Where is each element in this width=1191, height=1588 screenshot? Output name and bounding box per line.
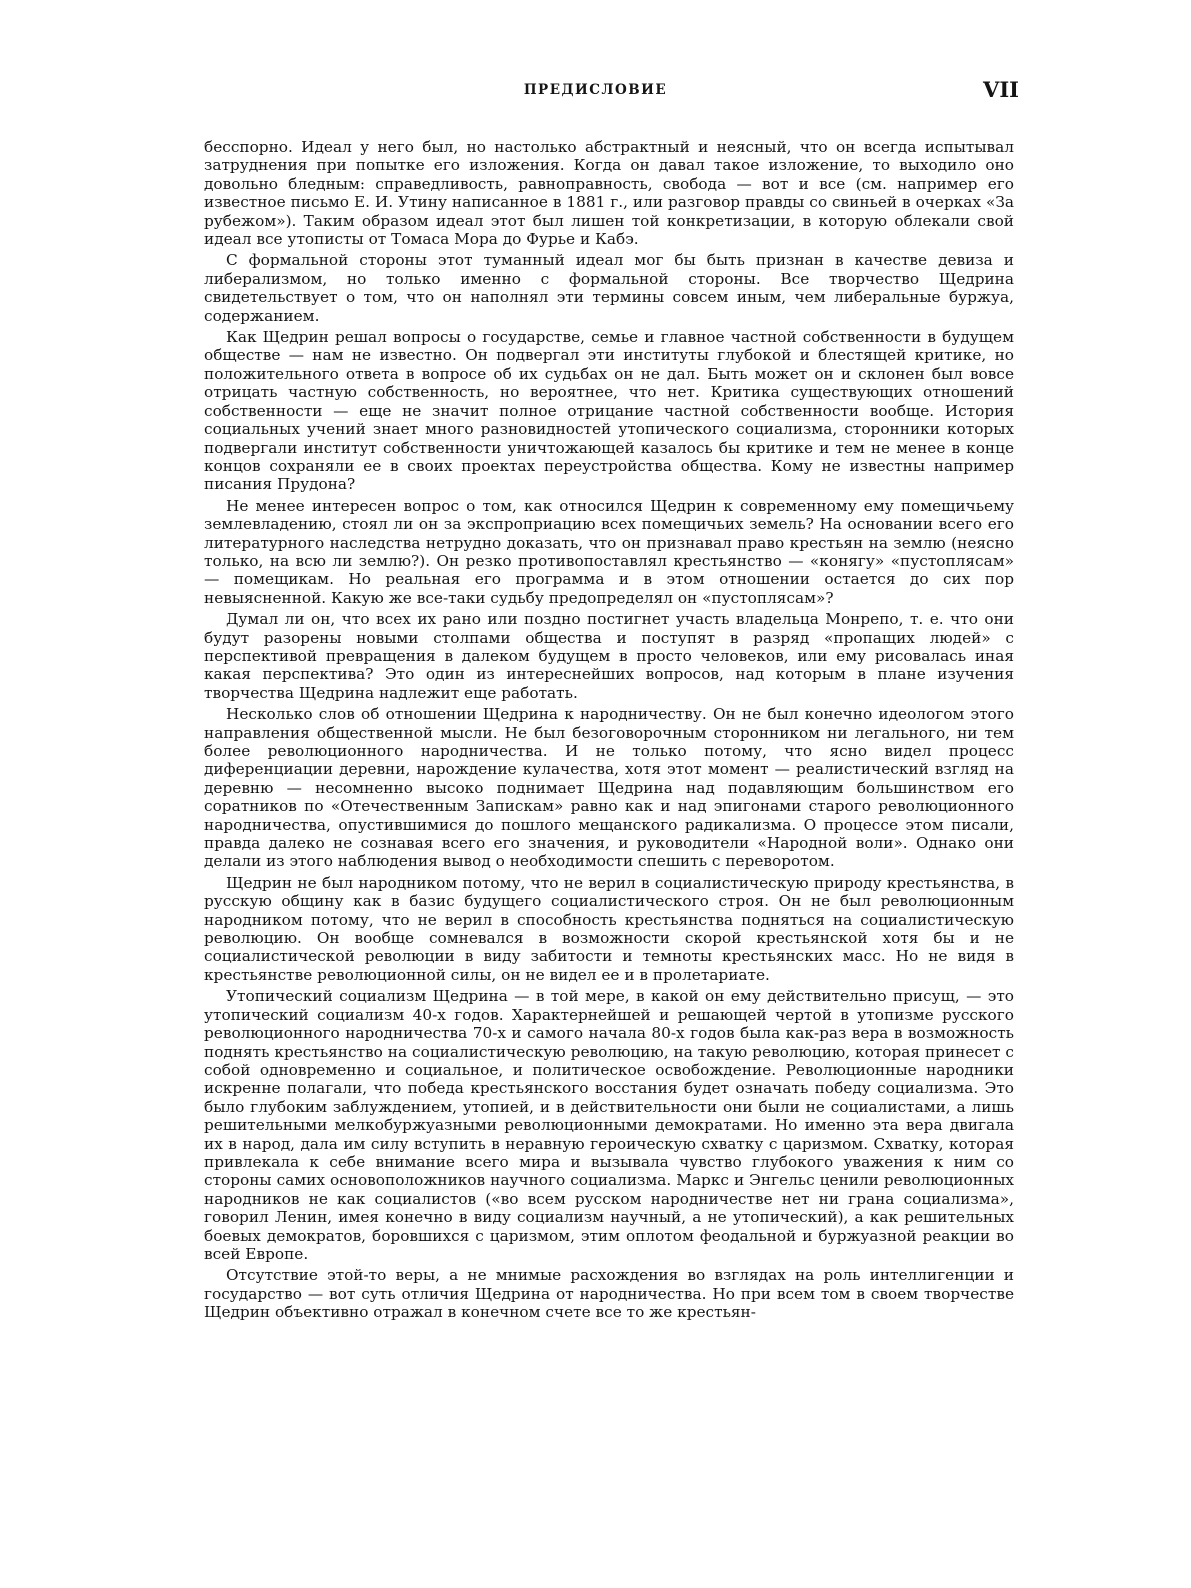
body-text [204,138,1014,1325]
paragraph: Щедрин не был народником потому, что не верил в социалистическую природу крестьянства, в русскую общину как в базис будущего социалистического строя. Он не был революционным народником потому, что не верил в способность крестьянства подняться на социалистическую революцию. Он вообще сомневался в возможности скорой крестьянской хотя бы и не социалистической революции в виду забитости и темноты крестьянских масс. Но не видя в крестьянстве революционной силы, он не видел ее и в пролетариате. [204,873,1014,984]
paragraph: Отсутствие этой-то веры, а не мнимые расхождения во взглядах на роль интеллигенции и государство — вот суть отличия Щедрина от народничества. Но при всем том в своем творчестве Щедрин объективно отражал в конечном счете все то же крестьян- [204,1266,1014,1322]
paragraph: С формальной стороны этот туманный идеал мог бы быть признан в качестве девиза и либерализмом, но только именно с формальной стороны. Все творчество Щедрина свидетельствует о том, что он наполнял эти термины совсем иным, чем либеральные буржуа, содержанием. [204,251,1014,325]
paragraph: Утопический социализм Щедрина — в той мере, в какой он ему действительно присущ, — это утопический социализм 40-х годов. Характернейшей и решающей чертой в утопизме русского революционного народничества 70-х и самого начала 80-х годов была как-раз вера в возможность поднять крестьянство на социалистическую революцию, на такую революцию, которая принесет с собой одновременно и социальное, и политическое освобождение. Революционные народники искренне полагали, что победа крестьянского восстания будет означать победу социализма. Это было глубоким заблуждением, утопией, и в действительности они были не социалистами, а лишь решительными мелкобуржуазными революционными демократами. Но именно эта вера двигала их в народ, дала им силу вступить в неравную героическую схватку с царизмом. Схватку, которая привлекала к себе внимание всего мира и вызывала чувство глубокого уважения к ним со стороны самих основоположников научного социализма. Маркс и Энгельс ценили революционных народников не как социалистов («во всем русском народничестве нет ни грана социализма», говорил Ленин, имея конечно в виду социализм научный, а не утопический), а как решительных боевых демократов, боровшихся с царизмом, этим оплотом феодальной и буржуазной реакции во всей Европе. [204,987,1014,1263]
paragraph: Несколько слов об отношении Щедрина к народничеству. Он не был конечно идеологом этого направления общественной мысли. Не был безоговорочным сторонником ни легального, ни тем более революционного народничества. И не только потому, что ясно видел процесс диференциации деревни, нарождение кулачества, хотя этот момент — реалистический взгляд на деревню — несомненно высоко поднимает Щедрина над подавляющим большинством его соратников по «Отечественным Запискам» равно как и над эпигонами старого революционного народничества, опустившимися до пошлого мещанского радикализма. О процессе этом писали, правда далеко не сознавая всего его значения, и руководители «Народной воли». Однако они делали из этого наблюдения вывод о необходимости спешить с переворотом. [204,705,1014,871]
page-number: VII [983,77,1019,102]
running-title: ПРЕДИСЛОВИЕ [523,82,668,98]
running-head [0,77,1191,106]
paragraph-continued: бесспорно. Идеал у него был, но настолько абстрактный и неясный, что он всегда испытывал затруднения при попытке его изложения. Когда он давал такое изложение, то выходило оно довольно бледным: справедливость, равноправность, свобода — вот и все (см. например его известное письмо Е. И. Утину написанное в 1881 г., или разговор правды со свиньей в очерках «За рубежом»). Таким образом идеал этот был лишен той конкретизации, в которую облекали свой идеал все утописты от Томаса Мора до Фурье и Кабэ. [204,138,1014,249]
paragraph: Думал ли он, что всех их рано или поздно постигнет участь владельца Монрепо, т. е. что они будут разорены новыми столпами общества и поступят в разряд «пропащих людей» с перспективой превращения в далеком будущем в просто человеков, или ему рисовалась иная какая перспектива? Это один из интереснейших вопросов, над которым в плане изучения творчества Щедрина надлежит еще работать. [204,610,1014,702]
paragraph: Как Щедрин решал вопросы о государстве, семье и главное частной собственности в будущем обществе — нам не известно. Он подвергал эти институты глубокой и блестящей критике, но положительного ответа в вопросе об их судьбах он не дал. Быть может он и склонен был вовсе отрицать частную собственность, но вероятнее, что нет. Критика существующих отношений собственности — еще не значит полное отрицание частной собственности вообще. История социальных учений знает много разновидностей утопического социализма, сторонники которых подвергали институт собственности уничтожающей казалось бы критике и тем не менее в конце концов сохраняли ее в своих проектах переустройства общества. Кому не известны например писания Прудона? [204,328,1014,494]
paragraph: Не менее интересен вопрос о том, как относился Щедрин к современному ему помещичьему землевладению, стоял ли он за экспроприацию всех помещичьих земель? На основании всего его литературного наследства нетрудно доказать, что он признавал право крестьян на землю (неясно только, на всю ли землю?). Он резко противопоставлял крестьянство — «конягу» «пустоплясам» — помещикам. Но реальная его программа и в этом отношении остается до сих пор невыясненной. Какую же все-таки судьбу предопределял он «пустоплясам»? [204,496,1014,607]
